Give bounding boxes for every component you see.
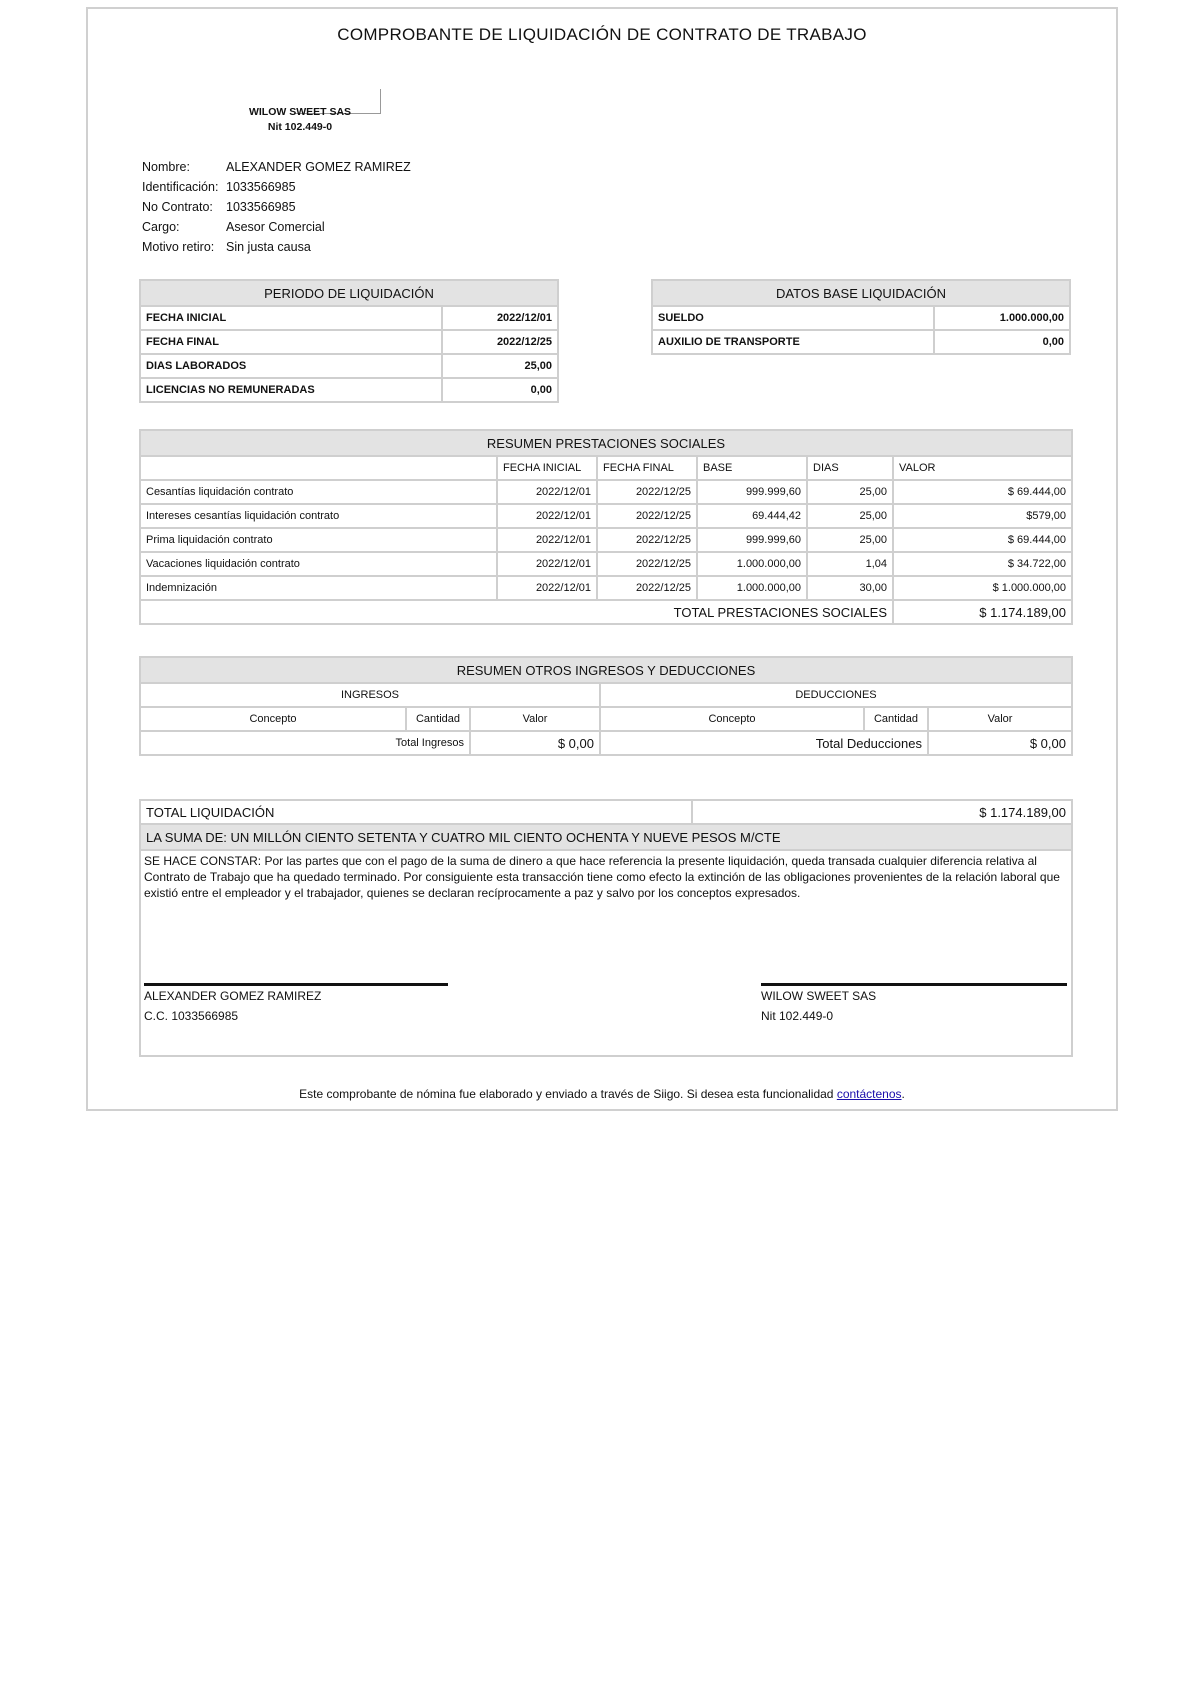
base-cell: 1.000.000,00 [697,552,807,576]
section-header-row [140,683,1072,707]
employee-value: Asesor Comercial [226,220,325,234]
base-cell: 1.000.000,00 [697,576,807,600]
employee-signature-id: C.C. 1033566985 [144,1009,239,1023]
document-title: COMPROBANTE DE LIQUIDACIÓN DE CONTRATO DE TRABAJO [337,25,867,44]
date-cell: 2022/12/01 [497,528,597,552]
column-header: Cantidad [406,707,470,731]
table-row [140,306,558,330]
date-cell: 2022/12/25 [597,576,697,600]
prestaciones-table [139,429,1073,625]
total-deducciones-label: Total Deducciones [600,731,928,755]
employee-value: Sin justa causa [226,240,311,254]
constancia-text: SE HACE CONSTAR: Por las partes que con el pago de la suma de dinero a que hace referencia la presente liquidación, queda transada cualquier diferencia relativa al Contrato de Trabajo que ha quedado terminado. Por consiguiente esta transacción tiene como efecto la extinción de las obligaciones provenientes de la relación laboral que existió entre el empleador y el trabajador, quienes se declaran recíprocamente a paz y salvo por los conceptos expresados. [144,854,1060,900]
column-header: BASE [697,456,807,480]
table-row [140,330,558,354]
column-header: Valor [928,707,1072,731]
table-row [140,576,1072,600]
date-cell: 2022/12/25 [597,504,697,528]
periodo-value: 0,00 [442,378,558,402]
concept-cell: Cesantías liquidación contrato [140,480,497,504]
signature-area [140,850,1072,1056]
periodo-label: FECHA INICIAL [140,306,442,330]
company-signature-nit: Nit 102.449-0 [761,1009,834,1023]
total-deducciones-value: $ 0,00 [928,731,1072,755]
days-cell: 25,00 [807,528,893,552]
column-header: DIAS [807,456,893,480]
value-cell: $579,00 [893,504,1072,528]
total-row [140,600,1072,624]
total-liquidacion-label: TOTAL LIQUIDACIÓN [140,800,692,824]
value-cell: $ 69.444,00 [893,528,1072,552]
employee-info [142,157,411,257]
receipt-document [86,7,1118,1111]
employee-row [142,197,411,217]
employee-label: Motivo retiro: [142,240,215,254]
date-cell: 2022/12/25 [597,528,697,552]
otros-title: RESUMEN OTROS INGRESOS Y DEDUCCIONES [140,657,1072,683]
company-nit: Nit 102.449-0 [267,121,333,133]
employee-row [142,177,411,197]
column-header: Cantidad [864,707,928,731]
suma-text: LA SUMA DE: UN MILLÓN CIENTO SETENTA Y CUATRO MIL CIENTO OCHENTA Y NUEVE PESOS M/CTE [140,824,1072,850]
datos-base-value: 1.000.000,00 [934,306,1070,330]
otros-table [139,656,1073,756]
footer-text: Este comprobante de nómina fue elaborado y enviado a través de Siigo. Si desea esta funcionalidad [299,1087,837,1101]
periodo-label: DIAS LABORADOS [140,354,442,378]
table-row [140,528,1072,552]
employee-value: 1033566985 [226,200,296,214]
periodo-label: LICENCIAS NO REMUNERADAS [140,378,442,402]
employee-value: 1033566985 [226,180,296,194]
value-cell: $ 69.444,00 [893,480,1072,504]
company-signature [761,983,1067,1026]
employee-signature [144,983,448,1026]
table-header-row [140,456,1072,480]
days-cell: 25,00 [807,480,893,504]
column-header: Concepto [140,707,406,731]
base-cell: 69.444,42 [697,504,807,528]
base-cell: 999.999,60 [697,480,807,504]
date-cell: 2022/12/01 [497,552,597,576]
periodo-title: PERIODO DE LIQUIDACIÓN [140,280,558,306]
date-cell: 2022/12/01 [497,576,597,600]
employee-label: Identificación: [142,180,219,194]
liquidacion-table [139,799,1073,1057]
total-row [140,731,1072,755]
base-cell: 999.999,60 [697,528,807,552]
table-row [652,306,1070,330]
company-block [184,105,416,135]
periodo-table [139,279,559,403]
datos-base-label: AUXILIO DE TRANSPORTE [652,330,934,354]
employee-signature-name: ALEXANDER GOMEZ RAMIREZ [144,989,322,1003]
footer-note [88,1087,1116,1101]
employee-label: No Contrato: [142,200,213,214]
table-row [140,552,1072,576]
datos-base-label: SUELDO [652,306,934,330]
column-header: FECHA INICIAL [497,456,597,480]
company-signature-name: WILOW SWEET SAS [761,989,877,1003]
employee-row [142,157,411,177]
date-cell: 2022/12/25 [597,552,697,576]
total-prestaciones-label: TOTAL PRESTACIONES SOCIALES [140,600,893,624]
column-header: Valor [470,707,600,731]
employee-row [142,217,411,237]
column-header: FECHA FINAL [597,456,697,480]
prestaciones-title: RESUMEN PRESTACIONES SOCIALES [140,430,1072,456]
date-cell: 2022/12/25 [597,480,697,504]
date-cell: 2022/12/01 [497,480,597,504]
employee-value: ALEXANDER GOMEZ RAMIREZ [226,160,411,174]
table-header-row [140,707,1072,731]
total-prestaciones-value: $ 1.174.189,00 [893,600,1072,624]
contact-link[interactable]: contáctenos [836,1087,902,1101]
table-row [140,480,1072,504]
table-row [140,504,1072,528]
datos-base-table [651,279,1071,355]
periodo-label: FECHA FINAL [140,330,442,354]
table-row [140,354,558,378]
employee-label: Nombre: [142,160,190,174]
concept-cell: Prima liquidación contrato [140,528,497,552]
concept-cell: Vacaciones liquidación contrato [140,552,497,576]
footer-end: . [901,1087,905,1101]
value-cell: $ 1.000.000,00 [893,576,1072,600]
days-cell: 1,04 [807,552,893,576]
company-name: WILOW SWEET SAS [248,106,352,118]
column-header [140,456,497,480]
periodo-value: 25,00 [442,354,558,378]
concept-cell: Intereses cesantías liquidación contrato [140,504,497,528]
table-row [652,330,1070,354]
employee-label: Cargo: [142,220,180,234]
total-row [140,800,1072,824]
column-header: Concepto [600,707,864,731]
days-cell: 25,00 [807,504,893,528]
datos-base-value: 0,00 [934,330,1070,354]
concept-cell: Indemnización [140,576,497,600]
total-liquidacion-value: $ 1.174.189,00 [692,800,1072,824]
periodo-value: 2022/12/25 [442,330,558,354]
column-header: VALOR [893,456,1072,480]
employee-row [142,237,411,257]
ingresos-title: INGRESOS [140,683,600,707]
total-ingresos-value: $ 0,00 [470,731,600,755]
table-row [140,378,558,402]
datos-base-title: DATOS BASE LIQUIDACIÓN [652,280,1070,306]
value-cell: $ 34.722,00 [893,552,1072,576]
days-cell: 30,00 [807,576,893,600]
deducciones-title: DEDUCCIONES [600,683,1072,707]
periodo-value: 2022/12/01 [442,306,558,330]
total-ingresos-label: Total Ingresos [140,731,470,755]
date-cell: 2022/12/01 [497,504,597,528]
